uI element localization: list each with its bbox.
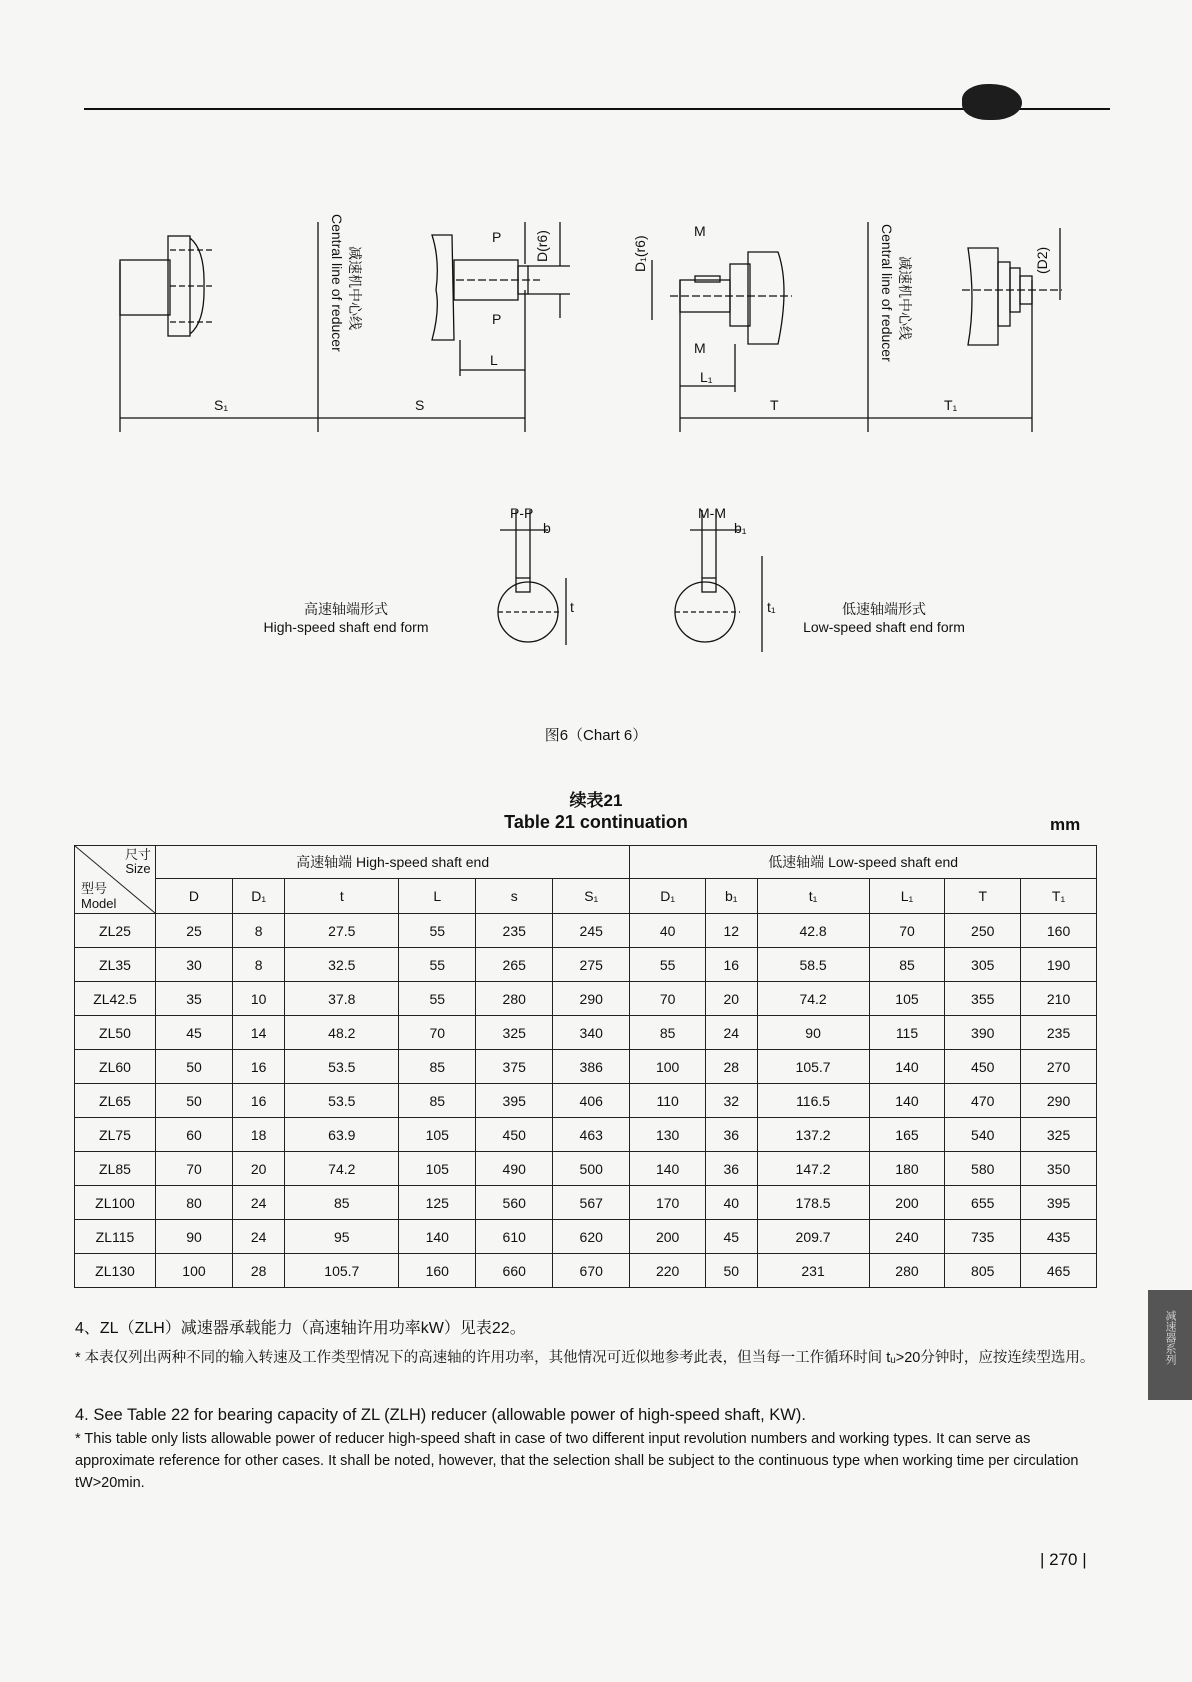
- value-cell: 16: [232, 1050, 284, 1084]
- value-cell: 180: [869, 1152, 945, 1186]
- central-line-1-cn: 减速机中心线: [347, 246, 363, 330]
- value-cell: 53.5: [285, 1084, 399, 1118]
- value-cell: 465: [1021, 1254, 1097, 1288]
- dim-t1: t₁: [767, 599, 776, 615]
- value-cell: 95: [285, 1220, 399, 1254]
- sec-P-bottom: P: [492, 311, 502, 327]
- model-cell: ZL35: [75, 948, 156, 982]
- note-en-heading: 4. See Table 22 for bearing capacity of ZL (ZLH) reducer (allowable power of high-speed shaft, KW).: [75, 1406, 806, 1424]
- value-cell: 50: [156, 1084, 233, 1118]
- central-line-2-cn: 减速机中心线: [897, 256, 913, 340]
- column-header: b₁: [706, 879, 758, 914]
- value-cell: 55: [399, 948, 476, 982]
- value-cell: 160: [1021, 914, 1097, 948]
- group-high-speed: 高速轴端 High-speed shaft end: [156, 846, 630, 879]
- value-cell: 375: [476, 1050, 553, 1084]
- model-cell: ZL25: [75, 914, 156, 948]
- value-cell: 209.7: [757, 1220, 869, 1254]
- value-cell: 53.5: [285, 1050, 399, 1084]
- value-cell: 25: [156, 914, 233, 948]
- column-header: L₁: [869, 879, 945, 914]
- value-cell: 463: [553, 1118, 630, 1152]
- model-cell: ZL50: [75, 1016, 156, 1050]
- value-cell: 580: [945, 1152, 1021, 1186]
- value-cell: 60: [156, 1118, 233, 1152]
- value-cell: 220: [630, 1254, 706, 1288]
- dim-t: t: [570, 599, 574, 615]
- value-cell: 85: [399, 1084, 476, 1118]
- table-row: [75, 1118, 1097, 1152]
- shaft-end-drawing: [0, 0, 1192, 720]
- model-cell: ZL100: [75, 1186, 156, 1220]
- sec-M-bottom: M: [694, 340, 706, 356]
- value-cell: 100: [156, 1254, 233, 1288]
- sec-P-top: P: [492, 229, 502, 245]
- value-cell: 16: [706, 948, 758, 982]
- value-cell: 130: [630, 1118, 706, 1152]
- value-cell: 48.2: [285, 1016, 399, 1050]
- ls-key: [695, 276, 720, 282]
- value-cell: 105: [399, 1118, 476, 1152]
- value-cell: 610: [476, 1220, 553, 1254]
- value-cell: 8: [232, 948, 284, 982]
- value-cell: 350: [1021, 1152, 1097, 1186]
- value-cell: 105.7: [757, 1050, 869, 1084]
- column-header: t₁: [757, 879, 869, 914]
- dim-T1: T₁: [944, 397, 958, 413]
- value-cell: 50: [706, 1254, 758, 1288]
- note-cn-heading: 4、ZL（ZLH）减速器承载能力（高速轴许用功率kW）见表22。: [75, 1320, 526, 1337]
- value-cell: 435: [1021, 1220, 1097, 1254]
- value-cell: 245: [553, 914, 630, 948]
- value-cell: 735: [945, 1220, 1021, 1254]
- column-header: t: [285, 879, 399, 914]
- value-cell: 24: [232, 1220, 284, 1254]
- value-cell: 140: [869, 1084, 945, 1118]
- dimension-table: [74, 845, 1097, 1288]
- ls-form-cn: 低速轴端形式: [842, 601, 926, 617]
- value-cell: 37.8: [285, 982, 399, 1016]
- dim-D2: (D2): [1034, 246, 1050, 274]
- value-cell: 125: [399, 1186, 476, 1220]
- value-cell: 280: [476, 982, 553, 1016]
- value-cell: 85: [285, 1186, 399, 1220]
- value-cell: 70: [399, 1016, 476, 1050]
- ls-form-en: Low-speed shaft end form: [803, 619, 965, 635]
- value-cell: 655: [945, 1186, 1021, 1220]
- value-cell: 90: [156, 1220, 233, 1254]
- value-cell: 165: [869, 1118, 945, 1152]
- table-row: [75, 1084, 1097, 1118]
- table-row: [75, 1254, 1097, 1288]
- value-cell: 58.5: [757, 948, 869, 982]
- table-row: [75, 1152, 1097, 1186]
- column-header: T₁: [1021, 879, 1097, 914]
- value-cell: 105.7: [285, 1254, 399, 1288]
- value-cell: 325: [1021, 1118, 1097, 1152]
- dim-b1: b₁: [734, 520, 747, 536]
- table-row: [75, 1220, 1097, 1254]
- model-cell: ZL75: [75, 1118, 156, 1152]
- value-cell: 490: [476, 1152, 553, 1186]
- value-cell: 115: [869, 1016, 945, 1050]
- value-cell: 340: [553, 1016, 630, 1050]
- value-cell: 660: [476, 1254, 553, 1288]
- value-cell: 190: [1021, 948, 1097, 982]
- value-cell: 178.5: [757, 1186, 869, 1220]
- value-cell: 40: [706, 1186, 758, 1220]
- value-cell: 305: [945, 948, 1021, 982]
- value-cell: 200: [869, 1186, 945, 1220]
- left-shaft-body: [120, 260, 170, 315]
- value-cell: 406: [553, 1084, 630, 1118]
- page-number-value: 270: [1049, 1550, 1078, 1569]
- value-cell: 36: [706, 1118, 758, 1152]
- model-cell: ZL115: [75, 1220, 156, 1254]
- value-cell: 500: [553, 1152, 630, 1186]
- value-cell: 28: [232, 1254, 284, 1288]
- value-cell: 70: [869, 914, 945, 948]
- value-cell: 670: [553, 1254, 630, 1288]
- value-cell: 200: [630, 1220, 706, 1254]
- value-cell: 210: [1021, 982, 1097, 1016]
- value-cell: 85: [399, 1050, 476, 1084]
- value-cell: 12: [706, 914, 758, 948]
- value-cell: 8: [232, 914, 284, 948]
- value-cell: 560: [476, 1186, 553, 1220]
- value-cell: 14: [232, 1016, 284, 1050]
- value-cell: 45: [156, 1016, 233, 1050]
- value-cell: 355: [945, 982, 1021, 1016]
- value-cell: 24: [706, 1016, 758, 1050]
- value-cell: 10: [232, 982, 284, 1016]
- value-cell: 28: [706, 1050, 758, 1084]
- value-cell: 63.9: [285, 1118, 399, 1152]
- dim-S1: S₁: [214, 397, 229, 413]
- value-cell: 325: [476, 1016, 553, 1050]
- ls-flange: [748, 252, 784, 344]
- corner-size-en: Size: [125, 861, 151, 876]
- sec-M-top: M: [694, 223, 706, 239]
- table-title-cn: 续表21: [569, 791, 623, 810]
- value-cell: 235: [476, 914, 553, 948]
- value-cell: 27.5: [285, 914, 399, 948]
- value-cell: 170: [630, 1186, 706, 1220]
- value-cell: 470: [945, 1084, 1021, 1118]
- table-unit: mm: [1050, 815, 1081, 834]
- value-cell: 140: [399, 1220, 476, 1254]
- model-cell: ZL85: [75, 1152, 156, 1186]
- value-cell: 395: [476, 1084, 553, 1118]
- table-row: [75, 1186, 1097, 1220]
- table-title-en: Table 21 continuation: [504, 812, 688, 832]
- dim-T: T: [770, 397, 779, 413]
- value-cell: 18: [232, 1118, 284, 1152]
- model-cell: ZL42.5: [75, 982, 156, 1016]
- corner-size-cn: 尺寸: [124, 847, 151, 862]
- column-header: s: [476, 879, 553, 914]
- value-cell: 20: [706, 982, 758, 1016]
- central-line-1-en: Central line of reducer: [329, 214, 345, 352]
- note-cn-detail: * 本表仅列出两种不同的输入转速及工作类型情况下的高速轴的许用功率，其他情况可近似地参考此表，但当每一工作循环时间 tᵤ>20分钟时，应按连续型选用。: [75, 1350, 1095, 1366]
- value-cell: 137.2: [757, 1118, 869, 1152]
- value-cell: 70: [156, 1152, 233, 1186]
- value-cell: 280: [869, 1254, 945, 1288]
- value-cell: 386: [553, 1050, 630, 1084]
- value-cell: 32: [706, 1084, 758, 1118]
- value-cell: 24: [232, 1186, 284, 1220]
- value-cell: 32.5: [285, 948, 399, 982]
- value-cell: 55: [399, 914, 476, 948]
- value-cell: 450: [945, 1050, 1021, 1084]
- value-cell: 42.8: [757, 914, 869, 948]
- section-PP: P-P: [510, 505, 534, 521]
- value-cell: 235: [1021, 1016, 1097, 1050]
- value-cell: 30: [156, 948, 233, 982]
- value-cell: 160: [399, 1254, 476, 1288]
- value-cell: 100: [630, 1050, 706, 1084]
- value-cell: 90: [757, 1016, 869, 1050]
- value-cell: 50: [156, 1050, 233, 1084]
- note-en-detail: * This table only lists allowable power of reducer high-speed shaft in case of two different input revolution numbers and working types. It can serve as approximate reference for other cases. It shall be noted, however, that the selection shall be subject to the continuous type when working time per circulation tW>20min.: [75, 1431, 1079, 1491]
- group-low-speed: 低速轴端 Low-speed shaft end: [630, 846, 1097, 879]
- central-line-2-en: Central line of reducer: [879, 224, 895, 362]
- value-cell: 270: [1021, 1050, 1097, 1084]
- value-cell: 85: [630, 1016, 706, 1050]
- value-cell: 45: [706, 1220, 758, 1254]
- value-cell: 540: [945, 1118, 1021, 1152]
- column-header: D: [156, 879, 233, 914]
- right-flange: [968, 248, 998, 345]
- value-cell: 105: [399, 1152, 476, 1186]
- page-number: | 270 |: [1040, 1550, 1087, 1569]
- value-cell: 450: [476, 1118, 553, 1152]
- value-cell: 390: [945, 1016, 1021, 1050]
- dim-L1: L₁: [700, 369, 713, 385]
- ls-collar: [730, 264, 750, 326]
- side-section-tab: [1148, 1290, 1192, 1400]
- value-cell: 110: [630, 1084, 706, 1118]
- value-cell: 20: [232, 1152, 284, 1186]
- column-header: L: [399, 879, 476, 914]
- value-cell: 74.2: [285, 1152, 399, 1186]
- value-cell: 275: [553, 948, 630, 982]
- hs-flange: [432, 235, 454, 340]
- value-cell: 140: [869, 1050, 945, 1084]
- dim-D: D(r6): [534, 230, 550, 262]
- value-cell: 147.2: [757, 1152, 869, 1186]
- table-row: [75, 1050, 1097, 1084]
- value-cell: 55: [399, 982, 476, 1016]
- column-header: D₁: [630, 879, 706, 914]
- value-cell: 80: [156, 1186, 233, 1220]
- value-cell: 250: [945, 914, 1021, 948]
- value-cell: 240: [869, 1220, 945, 1254]
- value-cell: 395: [1021, 1186, 1097, 1220]
- model-cell: ZL65: [75, 1084, 156, 1118]
- dim-L: L: [490, 352, 498, 368]
- value-cell: 36: [706, 1152, 758, 1186]
- value-cell: 231: [757, 1254, 869, 1288]
- table-row: [75, 982, 1097, 1016]
- column-header: S₁: [553, 879, 630, 914]
- figure-caption: 图6（Chart 6）: [544, 727, 648, 744]
- value-cell: 567: [553, 1186, 630, 1220]
- value-cell: 85: [869, 948, 945, 982]
- table-row: [75, 1016, 1097, 1050]
- value-cell: 620: [553, 1220, 630, 1254]
- table-row: [75, 914, 1097, 948]
- value-cell: 290: [1021, 1084, 1097, 1118]
- value-cell: 116.5: [757, 1084, 869, 1118]
- corner-model-cn: 型号: [81, 881, 108, 896]
- value-cell: 74.2: [757, 982, 869, 1016]
- value-cell: 105: [869, 982, 945, 1016]
- value-cell: 140: [630, 1152, 706, 1186]
- value-cell: 40: [630, 914, 706, 948]
- value-cell: 70: [630, 982, 706, 1016]
- dim-D1: D₁(r6): [632, 235, 648, 272]
- value-cell: 16: [232, 1084, 284, 1118]
- side-tab-label: 减速器系列: [1164, 1310, 1176, 1365]
- value-cell: 805: [945, 1254, 1021, 1288]
- column-header: D₁: [232, 879, 284, 914]
- hs-form-en: High-speed shaft end form: [263, 619, 429, 635]
- dim-S: S: [415, 397, 425, 413]
- hs-form-cn: 高速轴端形式: [304, 601, 388, 617]
- table-row: [75, 948, 1097, 982]
- value-cell: 290: [553, 982, 630, 1016]
- dim-b: b: [543, 520, 551, 536]
- value-cell: 55: [630, 948, 706, 982]
- column-header-row: [75, 879, 1097, 914]
- model-cell: ZL60: [75, 1050, 156, 1084]
- corner-model-en: Model: [81, 896, 117, 911]
- column-header: T: [945, 879, 1021, 914]
- section-MM: M-M: [698, 505, 726, 521]
- table-corner-cell: [75, 846, 156, 914]
- value-cell: 35: [156, 982, 233, 1016]
- value-cell: 265: [476, 948, 553, 982]
- model-cell: ZL130: [75, 1254, 156, 1288]
